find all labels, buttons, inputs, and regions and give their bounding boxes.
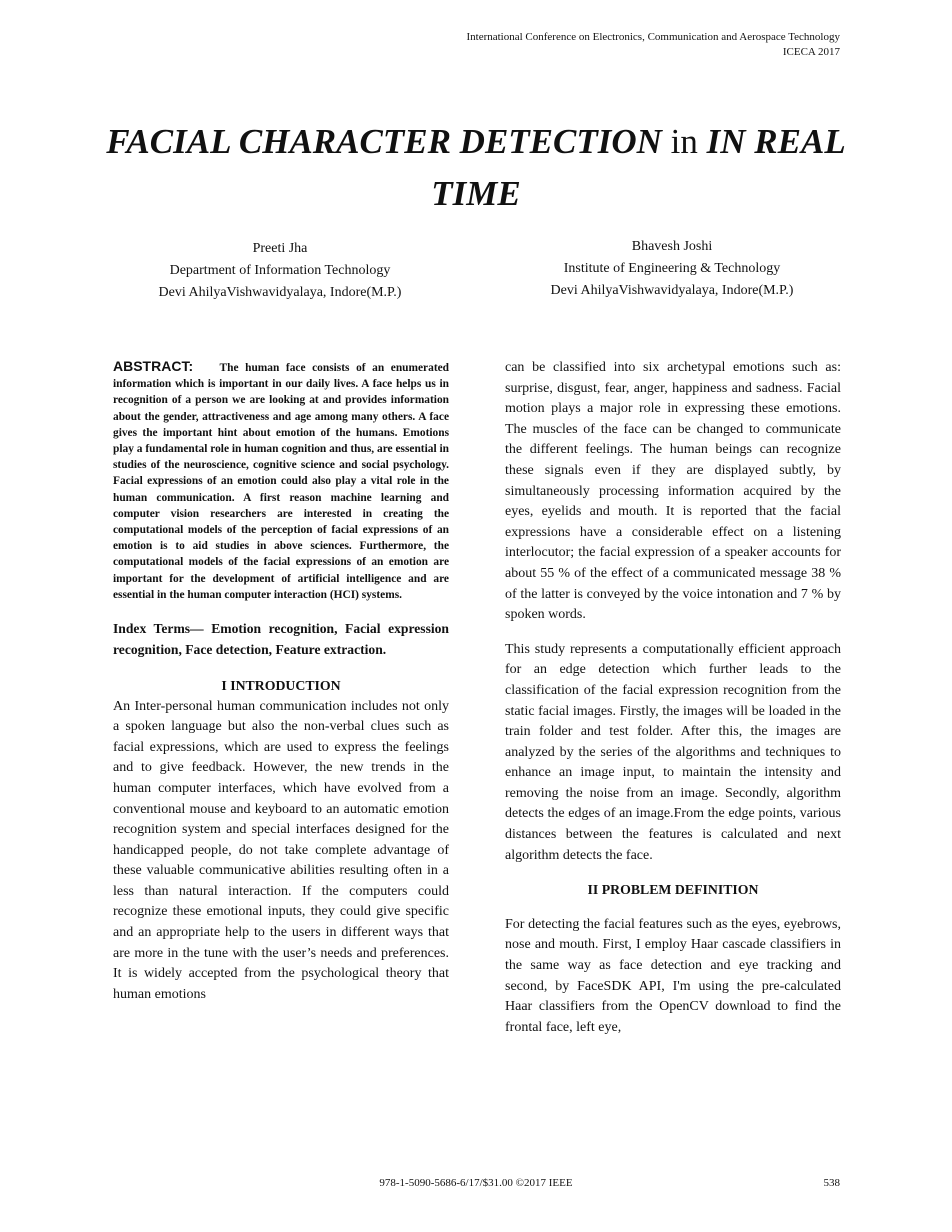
paragraph-emotions: can be classified into six archetypal emotions such as: surprise, disgust, fear, anger, happiness and sadness. Facial motion plays a major role in expressing these emotions. The muscles of the face can be changed to communicate the different feelings. The human beings can recognize these signals even if they are displayed subtly, by simultaneously processing information acquired by the eyes, eyelids and mouth. It is reported that the facial expressions have a considerable effect on a listening interlocutor; the facial expression of a speaker accounts for about 55 % of the effect of a communicated message 38 % of the latter is conveyed by the voice intonation and 7 % by spoken words. — [505, 360, 841, 623]
left-column — [113, 358, 449, 1005]
index-terms: Index Terms— Emotion recognition, Facial expression recognition, Face detection, Feature extraction. — [113, 621, 449, 657]
author-university: Devi AhilyaVishwavidyalaya, Indore(M.P.) — [158, 285, 402, 300]
right-column — [505, 358, 841, 1038]
author-1 — [100, 238, 460, 304]
section-heading-problem: II PROBLEM DEFINITION — [587, 882, 759, 898]
paragraph-problem: For detecting the facial features such as the eyes, eyebrows, nose and mouth. First, I employ Haar cascade classifiers in the same way as face detection and eye tracking and second, by FaceSDK API, I'm using the pre-calculated Haar classifiers from the OpenCV download to find the frontal face, left eye, — [505, 916, 841, 1035]
abstract-label: ABSTRACT: — [113, 358, 194, 374]
author-name: Preeti Jha — [252, 241, 308, 256]
author-department: Institute of Engineering & Technology — [563, 261, 781, 276]
author-department: Department of Information Technology — [169, 263, 391, 278]
abstract-text: The human face consists of an enumerated information which is important in our daily lives. A face helps us in recognition of a person we are looking at and provides information about the gender, attractiveness and age among many others. A face gives the important hint about emotion of the humans. Emotions play a fundamental role in human cognition and thus, are essential in studies of the neuroscience, cognitive science and social psychology. Facial expressions of an emotion could also play a vital role in the human communication. A first reason machine learning and computer vision researchers are interested in creating the computational models of the perception of facial expressions of an emotion is to aid studies in above sciences. Furthermore, the computational models of the facial expressions of an emotion are important for the development of artificial intelligence and are essential in the human computer interaction (HCI) systems. — [113, 362, 449, 601]
paragraph-study: This study represents a computationally efficient approach for an edge detection which further leads to the classification of the facial expression recognition from the static facial images. Firstly, the images will be loaded in the train folder and test folder. After this, the images are analyzed by the series of the algorithms and techniques to enhance an image input, to maintain the intensity and removing the noise from an image. Secondly, algorithm detects the edges of an image.From the edge points, various distances between the features is calculated and next algorithm detects the face. — [505, 641, 841, 863]
title-part1: FACIAL CHARACTER DETECTION — [106, 122, 662, 161]
footer-isbn: 978-1-5090-5686-6/17/$31.00 ©2017 IEEE — [379, 1177, 573, 1189]
page-number: 538 — [823, 1177, 840, 1189]
author-university: Devi AhilyaVishwavidyalaya, Indore(M.P.) — [550, 283, 794, 298]
author-name: Bhavesh Joshi — [631, 239, 713, 254]
title-connector: in — [670, 122, 698, 161]
conference-name: International Conference on Electronics, Communication and Aerospace Technology — [466, 31, 840, 43]
author-2 — [492, 236, 852, 302]
running-header — [466, 30, 840, 60]
section-heading-introduction: I INTRODUCTION — [221, 678, 341, 694]
conference-short: ICECA 2017 — [782, 46, 840, 58]
paper-title — [60, 116, 892, 220]
title-part2: IN REAL TIME — [431, 122, 846, 213]
introduction-text: An Inter-personal human communication includes not only a spoken language but also the non-verbal clues such as facial expressions, which are used to express the feelings and to give feedback. However, the new trends in the human computer interfaces, which have evolved from a conventional mouse and keyboard to an automatic emotion recognition system and special interfaces designed for the handicapped people, do not take complete advantage of these valuable communicative abilities resulting often in a less than natural interaction. If the computers could recognize these emotional inputs, they could give specific and an appropriate help to the users in different ways that are more in the tune with the user’s needs and preferences. It is widely accepted from the psychological theory that human emotions — [113, 698, 449, 1002]
abstract — [113, 358, 449, 603]
